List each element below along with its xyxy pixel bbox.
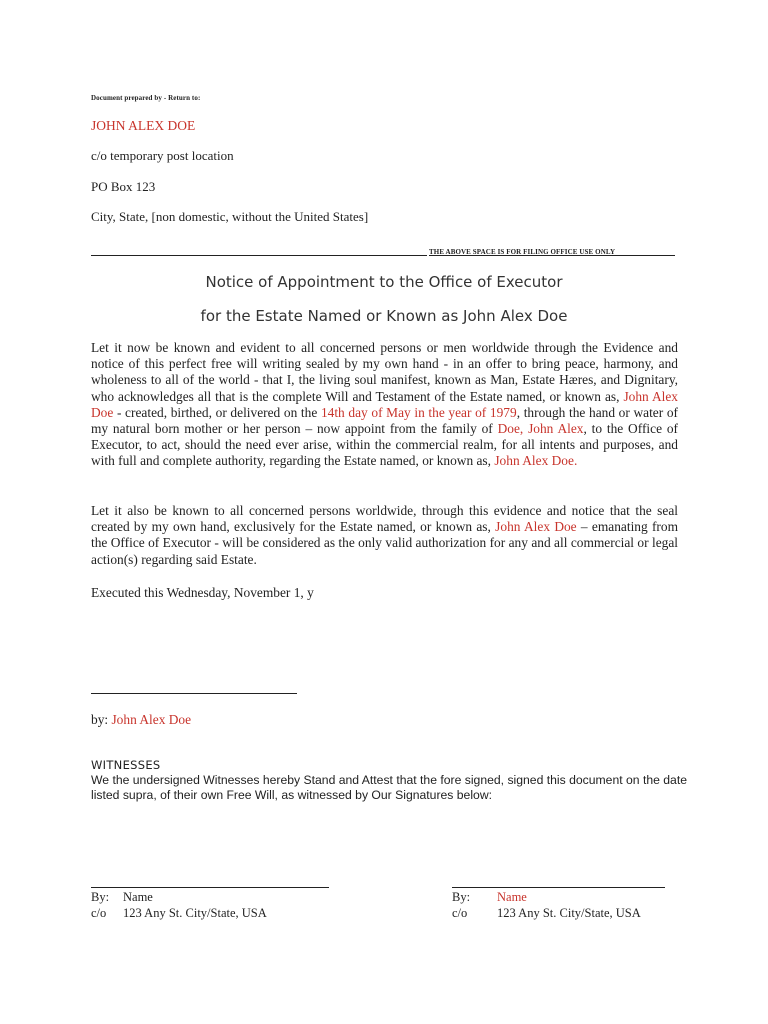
witness-left-name: Name [123,890,153,904]
estate-name: John Alex Doe [494,453,574,469]
witness-left-address: 123 Any St. City/State, USA [123,906,267,920]
estate-name: John Alex Doe [495,519,577,535]
filing-rule-left [91,255,427,256]
address-line-2: PO Box 123 [91,179,156,194]
address-line-1: c/o temporary post location [91,148,234,163]
witnesses-heading: WITNESSES [91,758,161,772]
witness-left-by-label: By: [91,890,110,904]
signature-line [91,693,297,694]
paragraph-seal: Let it also be known to all concerned persons worldwide, through this evidence and notice that the seal created by my own hand, exclusively for the Estate named, or known as, John Alex Doe – emanating from the Office of Executor - will be considered as the only valid authorization for any and all commercial or legal action(s) regarding said Estate. [91,503,679,567]
executed-date: Executed this Wednesday, November 1, y [91,585,314,600]
estate-name: John Alex Doe [91,388,678,420]
prepared-by-label: Document prepared by - Return to: [91,94,201,102]
signature-by: by: John Alex Doe [91,712,192,727]
filing-rule-right [614,255,675,256]
witness-right-by-label: By: [452,890,471,904]
witness-right-address: 123 Any St. City/State, USA [497,906,641,920]
paragraph-appointment: Let it now be known and evident to all concerned persons or men worldwide through the Evidence and notice of this perfect free will writing sealed by my own hand - in an offer to bring peace, harmony, and wholeness to all of the world - that I, the living soul manifest, known as Man, Estate Hæres, and Dignitary, who acknowledges all that is the complete Will and Testament of the Estate named, or known as, John Alex Doe - created, birthed, or delivered on the 14th day of May in the year of 1979, through the hand or water of my natural born mother or her person – now appoint from the family of Doe, John Alex, to the Office of Executor, to act, should the need ever arise, within the commercial realm, for all intents and purposes, and with full and complete authority, regarding the Estate named, or known as, John Alex Doe. [91,340,679,469]
family-name: Doe, John Alex [497,421,584,437]
witness-right-co-label: c/o [452,906,468,920]
witness-right-name: Name [497,890,527,904]
address-line-3: City, State, [non domestic, without the United States] [91,209,369,224]
return-to-name: JOHN ALEX DOE [91,118,196,133]
witness-left-signature-line [91,887,329,888]
witness-left-co-label: c/o [91,906,107,920]
witness-right-signature-line [452,887,665,888]
signer-name: John Alex Doe [111,712,192,727]
document-title: Notice of Appointment to the Office of Executor [205,273,563,291]
birth-date: 14th day of May in the year of 1979 [320,404,517,420]
witnesses-statement: We the undersigned Witnesses hereby Stand and Attest that the fore signed, signed this document on the date listed supra, of their own Free Will, as witnessed by Our Signatures below: [91,773,687,802]
filing-office-note: THE ABOVE SPACE IS FOR FILING OFFICE USE ONLY [429,248,616,256]
document-subtitle: for the Estate Named or Known as John Alex Doe [200,307,568,325]
